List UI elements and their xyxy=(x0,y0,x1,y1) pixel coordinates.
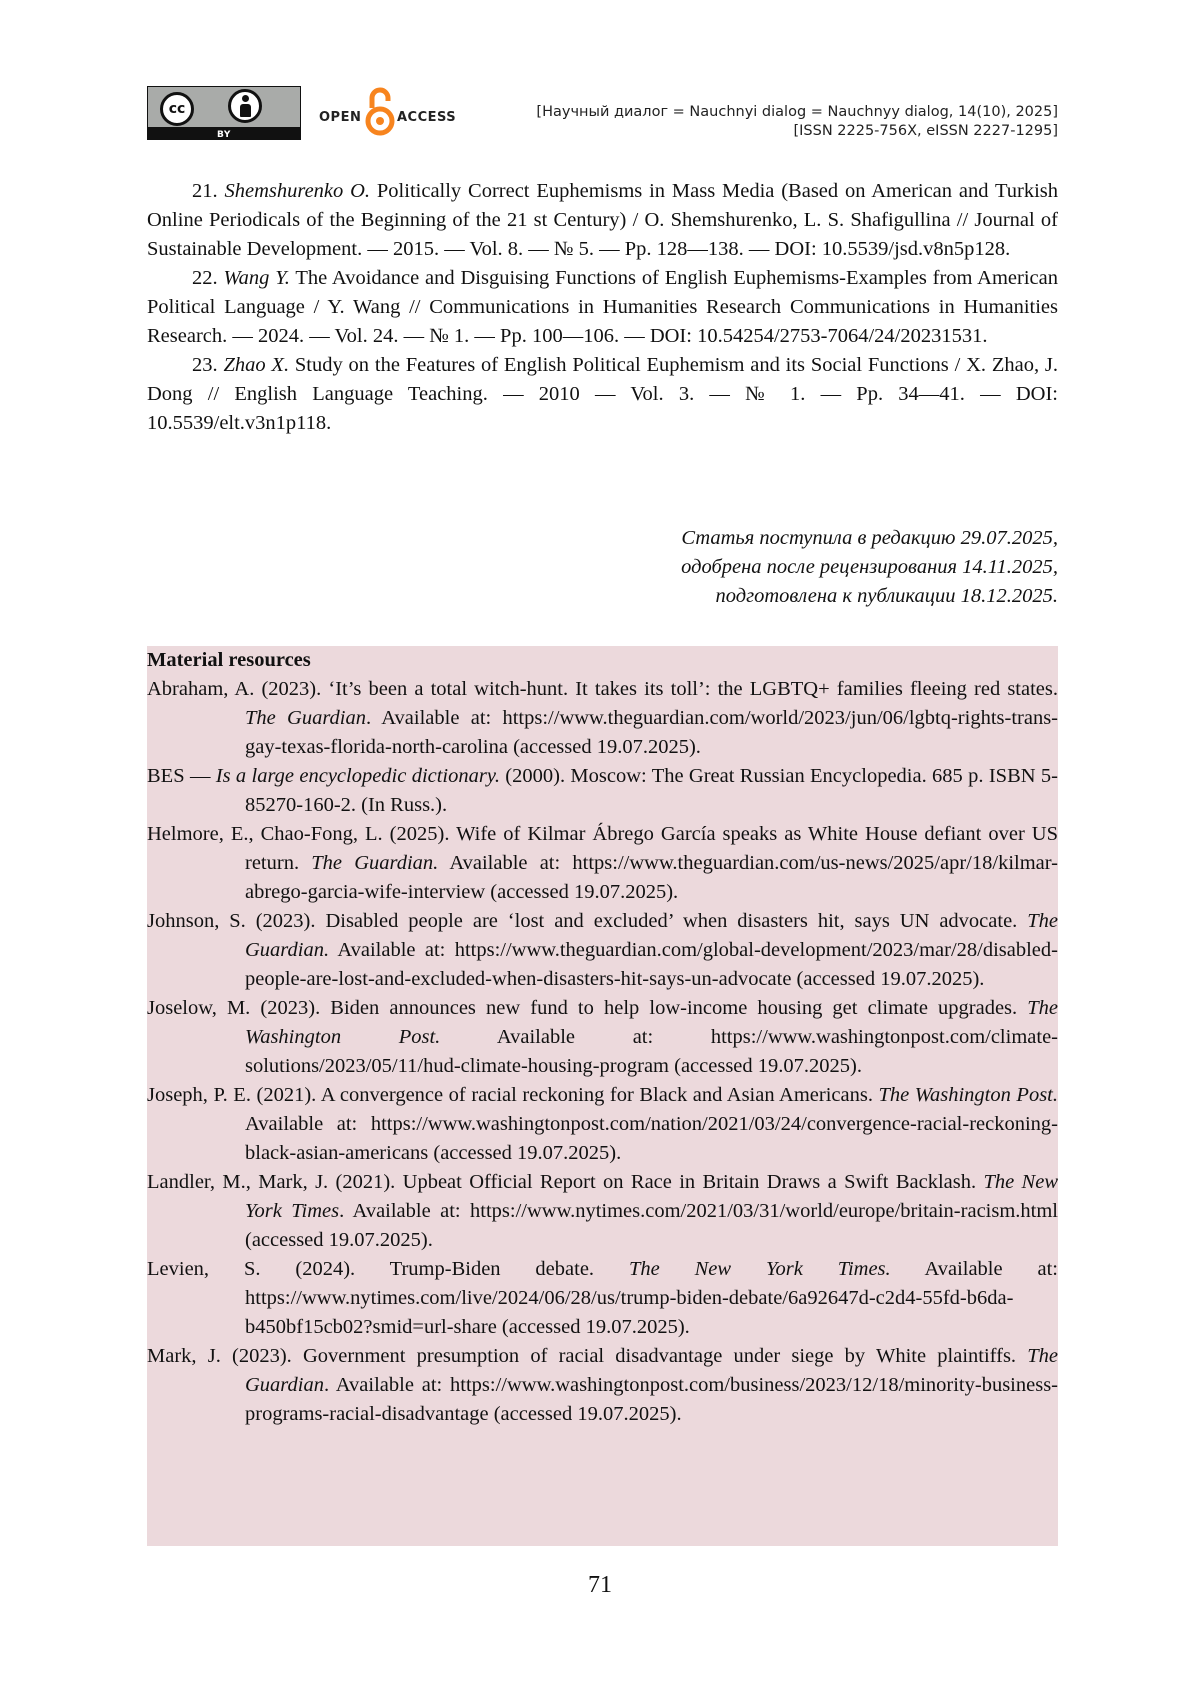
open-access-lock-icon xyxy=(365,86,395,138)
source-title: The Guardian. xyxy=(245,910,1058,961)
resource-entry: BES — Is a large encyclopedic dictionary. (2000). Moscow: The Great Russian Encyclopedia. 685 p. ISBN 5-85270-160-2. (In Russ.). xyxy=(147,765,1058,816)
source-title: Is a large encyclopedic dictionary. xyxy=(215,765,500,787)
reference-item xyxy=(147,351,1058,438)
resource-entry: Abraham, A. (2023). ‘It’s been a total witch-hunt. It takes its toll’: the LGBTQ+ families fleeing red states. The Guardian. Available at: https://www.theguardian.com/world/2023/jun/06/lgbtq-rights-trans-gay-texas-florida-north-carolina (accessed 19.07.2025). xyxy=(147,678,1058,758)
reference-number: 23. xyxy=(192,354,218,376)
reference-number: 21. xyxy=(192,180,218,202)
resource-entry: Landler, M., Mark, J. (2021). Upbeat Official Report on Race in Britain Draws a Swift Backlash. The New York Times. Available at: https://www.nytimes.com/2021/03/31/world/europe/britain-racism.html (accessed 19.07.2025). xyxy=(147,1171,1058,1251)
received-date: Статья поступила в редакцию 29.07.2025, xyxy=(681,527,1058,549)
material-resources-section xyxy=(147,646,1058,1546)
source-title: The Washington Post. xyxy=(878,1084,1058,1106)
resource-entry: Mark, J. (2023). Government presumption of racial disadvantage under siege by White plaintiffs. The Guardian. Available at: https://www.washingtonpost.com/business/2023/12/18/minority-business-programs-racial-disadvantage (accessed 19.07.2025). xyxy=(147,1345,1058,1425)
reference-number: 22. xyxy=(192,267,218,289)
by-person-icon xyxy=(228,89,262,123)
citation-line: [Научный диалог = Nauchnyi dialog = Nauchnyy dialog, 14(10), 2025] xyxy=(536,104,1058,120)
by-label: BY xyxy=(217,130,231,140)
cc-by-license-badge[interactable] xyxy=(147,86,301,140)
section-heading: Material resources xyxy=(147,649,311,671)
resource-entry: Johnson, S. (2023). Disabled people are ‘lost and excluded’ when disasters hit, says UN advocate. The Guardian. Available at: https://www.theguardian.com/global-development/2023/mar/28/disabled-people-are-lost-and-excluded-when-disasters-hit-says-un-advocate (accessed 19.07.2025). xyxy=(147,910,1058,990)
reference-text: Study on the Features of English Political Euphemism and its Social Functions / X. Zhao, J. Dong // English Language Teaching. — 2010 — Vol. 3. — № 1. — Pp. 34—41. — DOI: 10.5539/elt.v3n1p118. xyxy=(147,354,1059,434)
reference-author: Wang Y. xyxy=(223,267,290,289)
reference-list xyxy=(147,177,1058,438)
access-label: ACCESS xyxy=(397,110,457,125)
page-header xyxy=(147,86,1058,146)
source-title: The New York Times xyxy=(245,1171,1058,1222)
issn-line: [ISSN 2225-756X, eISSN 2227-1295] xyxy=(793,123,1058,139)
page-number: 71 xyxy=(588,1572,612,1598)
resource-entry: Levien, S. (2024). Trump-Biden debate. The New York Times. Available at: https://www.nytimes.com/live/2024/06/28/us/trump-biden-debate/6a92647d-c2d4-55fd-b6da-b450bf15cb02?smid=url-share (accessed 19.07.2025). xyxy=(147,1258,1058,1338)
open-label: OPEN xyxy=(319,110,362,125)
reference-item xyxy=(147,177,1058,264)
source-title: The Guardian xyxy=(245,1345,1058,1396)
article-dates xyxy=(147,524,1058,611)
reference-author: Zhao X. xyxy=(223,354,290,376)
source-title: The New York Times. xyxy=(628,1258,891,1280)
approved-date: одобрена после рецензирования 14.11.2025, xyxy=(681,556,1058,578)
reference-item xyxy=(147,264,1058,351)
open-access-logo xyxy=(319,86,469,140)
journal-citation xyxy=(536,103,1058,141)
prepared-date: подготовлена к публикации 18.12.2025. xyxy=(715,585,1058,607)
cc-icon: cc xyxy=(160,92,194,126)
source-title: The Guardian xyxy=(245,707,366,729)
resource-entry: Joselow, M. (2023). Biden announces new fund to help low-income housing get climate upgrades. The Washington Post. Available at: https://www.washingtonpost.com/climate-solutions/2023/05/11/hud-climate-housing-program (accessed 19.07.2025). xyxy=(147,997,1058,1077)
reference-text: The Avoidance and Disguising Functions of English Euphemisms-Examples from American Political Language / Y. Wang // Communications in Humanities Research Communications in Humanities Research. — 2024. — Vol. 24. — № 1. — Pp. 100—106. — DOI: 10.54254/2753-7064/24/20231531. xyxy=(147,267,1059,347)
resource-entry: Joseph, P. E. (2021). A convergence of racial reckoning for Black and Asian Americans. The Washington Post. Available at: https://www.washingtonpost.com/nation/2021/03/24/convergence-racial-reckoning-black-asian-americans (accessed 19.07.2025). xyxy=(147,1084,1058,1164)
resource-entry: Helmore, E., Chao-Fong, L. (2025). Wife of Kilmar Ábrego García speaks as White House defiant over US return. The Guardian. Available at: https://www.theguardian.com/us-news/2025/apr/18/kilmar-abrego-garcia-wife-interview (accessed 19.07.2025). xyxy=(147,823,1058,903)
source-title: The Guardian. xyxy=(311,852,439,874)
reference-text: Politically Correct Euphemisms in Mass Media (Based on American and Turkish Online Periodicals of the Beginning of the 21 st Century) / O. Shemshurenko, L. S. Shafigullina // Journal of Sustainable Development. — 2015. — Vol. 8. — № 5. — Pp. 128—138. — DOI: 10.5539/jsd.v8n5p128. xyxy=(147,180,1059,260)
source-title: The Washington Post. xyxy=(245,997,1058,1048)
reference-author: Shemshurenko O. xyxy=(224,180,371,202)
